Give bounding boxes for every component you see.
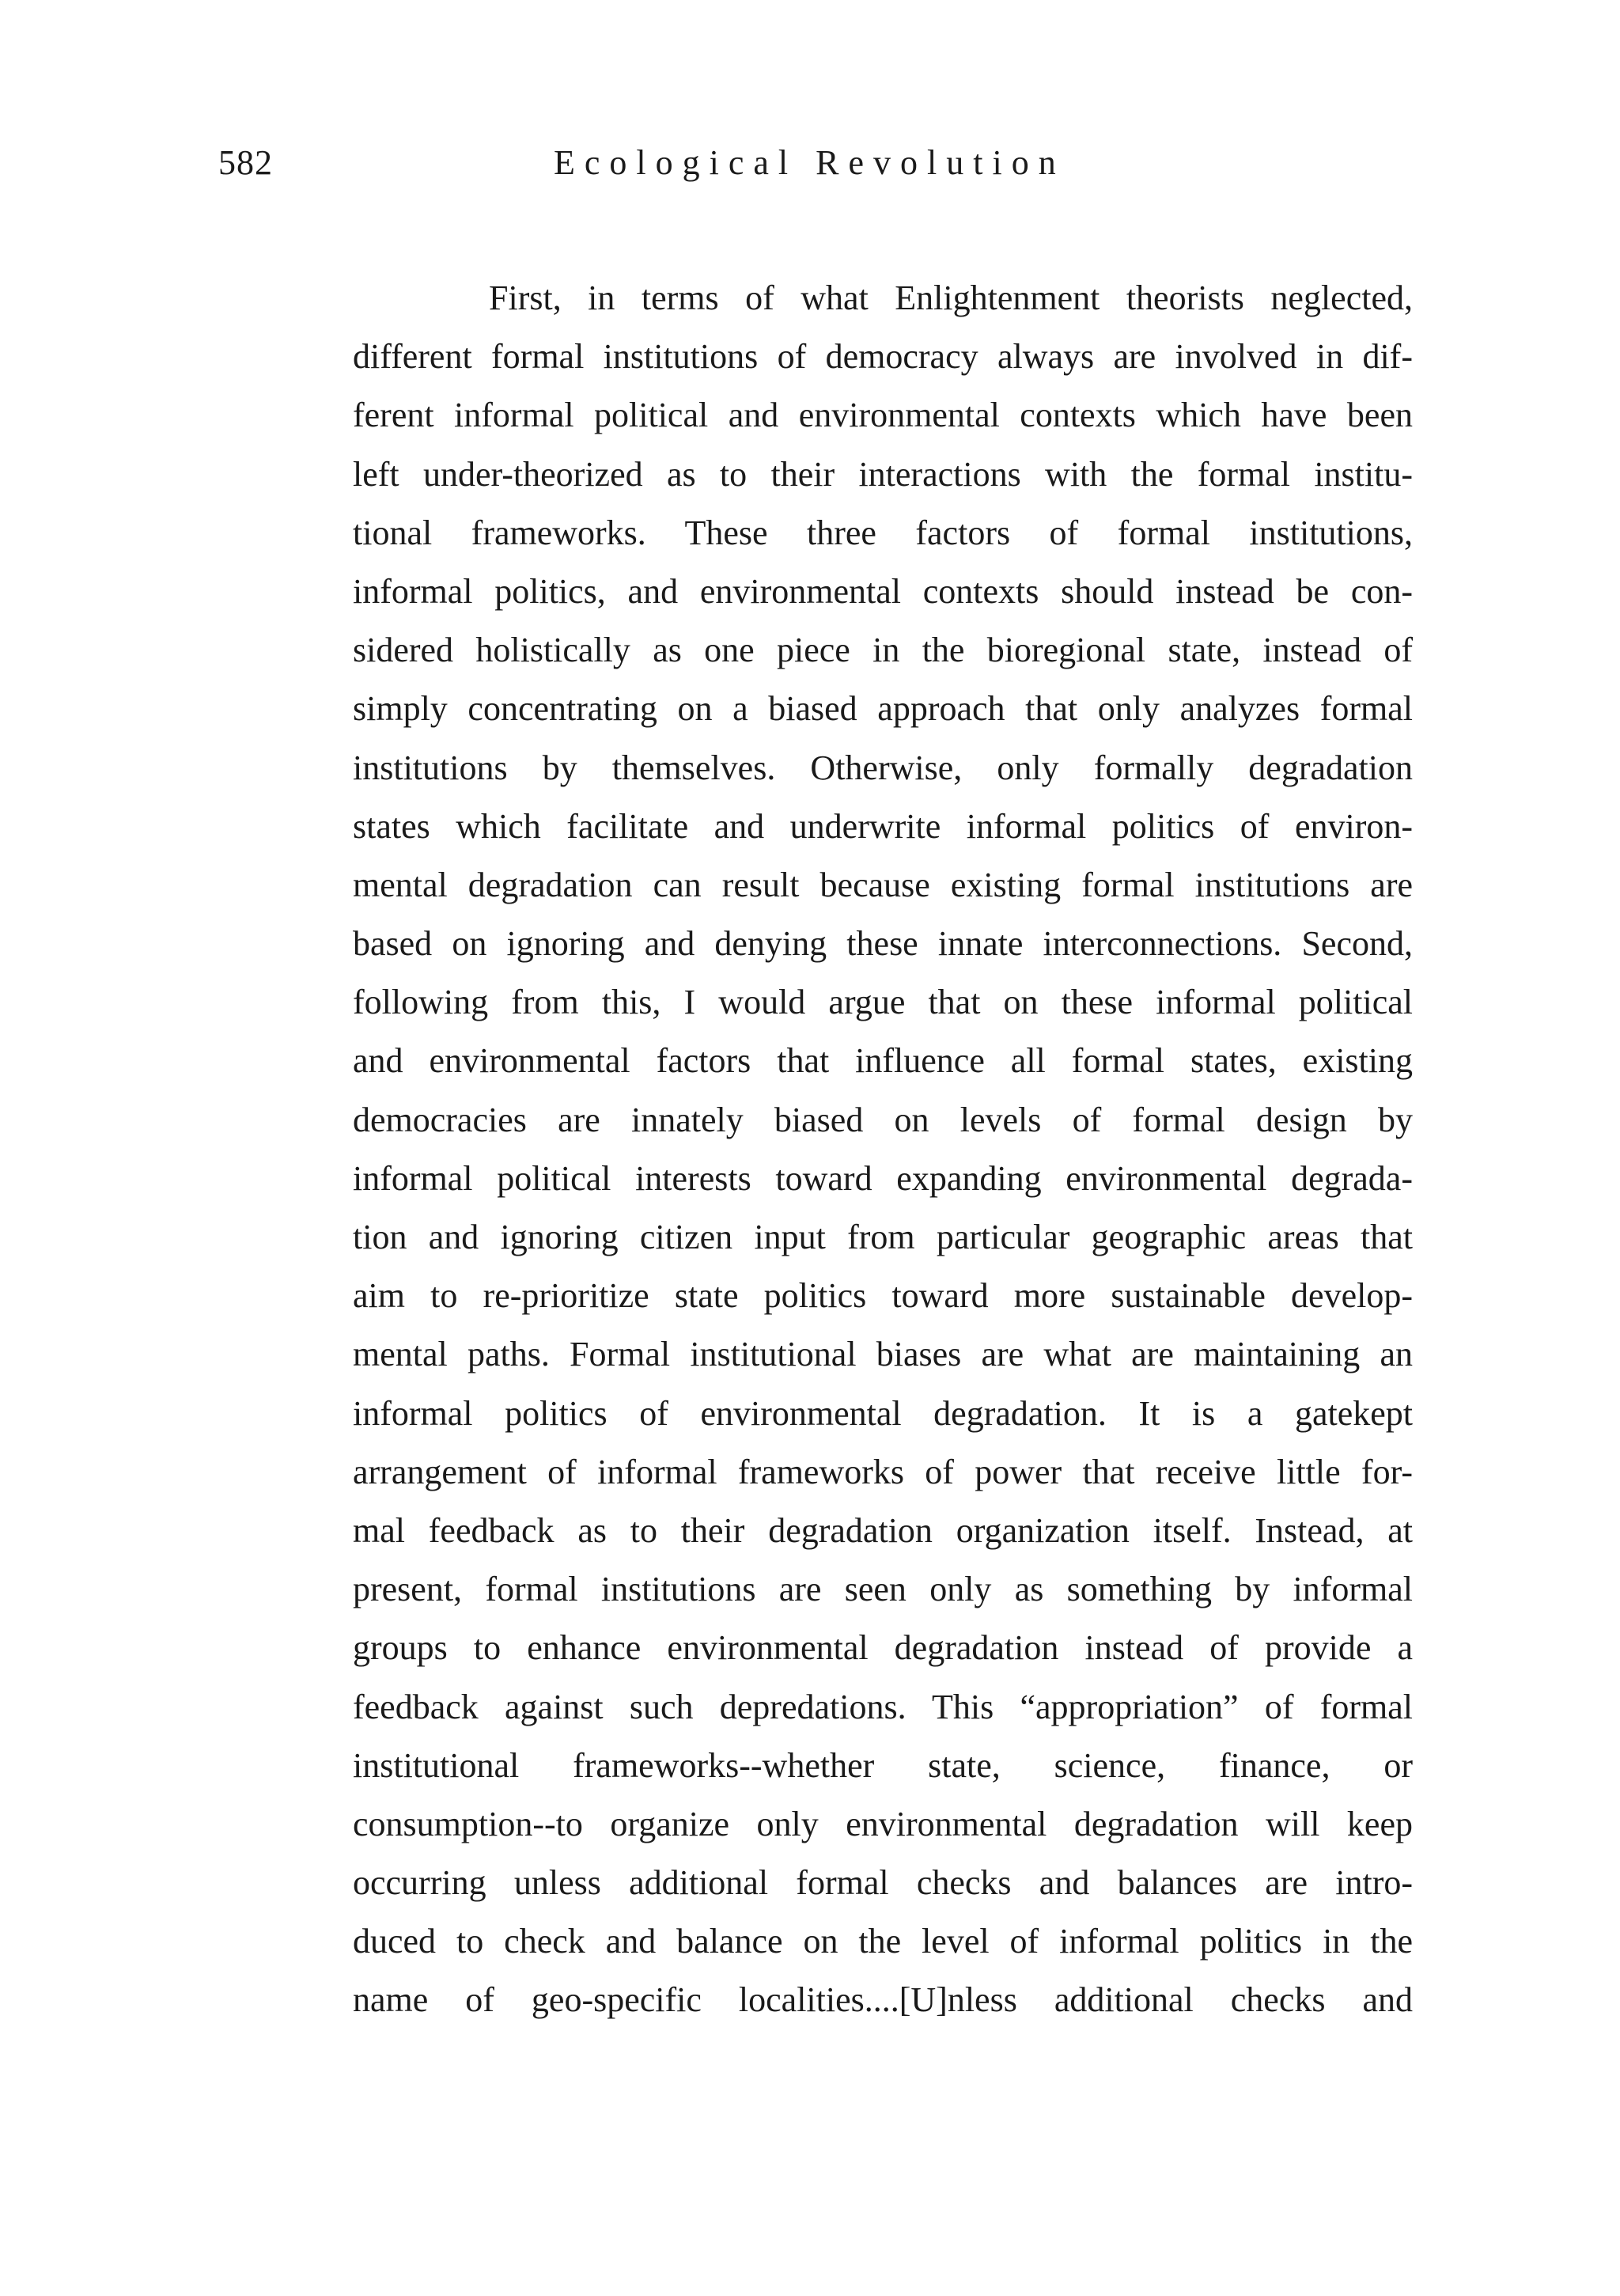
text-line: duced to check and balance on the level of informal politics in the <box>353 1922 1413 1961</box>
text-line: informal politics, and environmental contexts should instead be con- <box>353 571 1413 611</box>
page-number: 582 <box>218 143 273 182</box>
text-line: institutional frameworks--whether state, science, finance, or <box>353 1745 1413 1785</box>
text-line: based on ignoring and denying these innate interconnections. Second, <box>353 924 1413 964</box>
text-line: simply concentrating on a biased approach that only analyzes formal <box>353 689 1413 729</box>
running-head-title: Ecological Revolution <box>554 143 1065 182</box>
text-line: mal feedback as to their degradation organization itself. Instead, at <box>353 1510 1413 1550</box>
text-line: different formal institutions of democracy always are involved in dif- <box>353 337 1413 377</box>
text-line: informal political interests toward expanding environmental degrada- <box>353 1158 1413 1198</box>
text-line: arrangement of informal frameworks of power that receive little for- <box>353 1452 1413 1491</box>
text-line: occurring unless additional formal checks and balances are intro- <box>353 1863 1413 1903</box>
text-line: name of geo-specific localities....[U]nless additional checks and <box>353 1980 1413 2020</box>
text-line: tional frameworks. These three factors of formal institutions, <box>353 513 1413 552</box>
text-line: mental paths. Formal institutional biases are what are maintaining an <box>353 1335 1413 1374</box>
text-line: consumption--to organize only environmental degradation will keep <box>353 1804 1413 1843</box>
text-line: First, in terms of what Enlightenment theorists neglected, <box>489 278 1413 317</box>
text-line: ferent informal political and environmental contexts which have been <box>353 396 1413 435</box>
text-line: institutions by themselves. Otherwise, only formally degradation <box>353 748 1413 787</box>
text-line: left under-theorized as to their interactions with the formal institu- <box>353 454 1413 494</box>
body-paragraph <box>353 269 1413 2030</box>
text-line: and environmental factors that influence all formal states, existing <box>353 1041 1413 1081</box>
text-line: tion and ignoring citizen input from particular geographic areas that <box>353 1218 1413 1256</box>
text-line: sidered holistically as one piece in the bioregional state, instead of <box>353 631 1413 670</box>
text-line: feedback against such depredations. This “appropriation” of formal <box>353 1687 1413 1726</box>
text-line: informal politics of environmental degradation. It is a gatekept <box>353 1393 1413 1433</box>
text-line: aim to re-prioritize state politics toward more sustainable develop- <box>353 1276 1413 1316</box>
text-line: present, formal institutions are seen only as something by informal <box>353 1570 1413 1609</box>
text-line: following from this, I would argue that on these informal political <box>353 983 1413 1022</box>
text-line: states which facilitate and underwrite informal politics of environ- <box>353 806 1413 846</box>
text-line: democracies are innately biased on levels of formal design by <box>353 1100 1413 1139</box>
text-line: mental degradation can result because existing formal institutions are <box>353 865 1413 904</box>
text-line: groups to enhance environmental degradation instead of provide a <box>353 1628 1413 1668</box>
